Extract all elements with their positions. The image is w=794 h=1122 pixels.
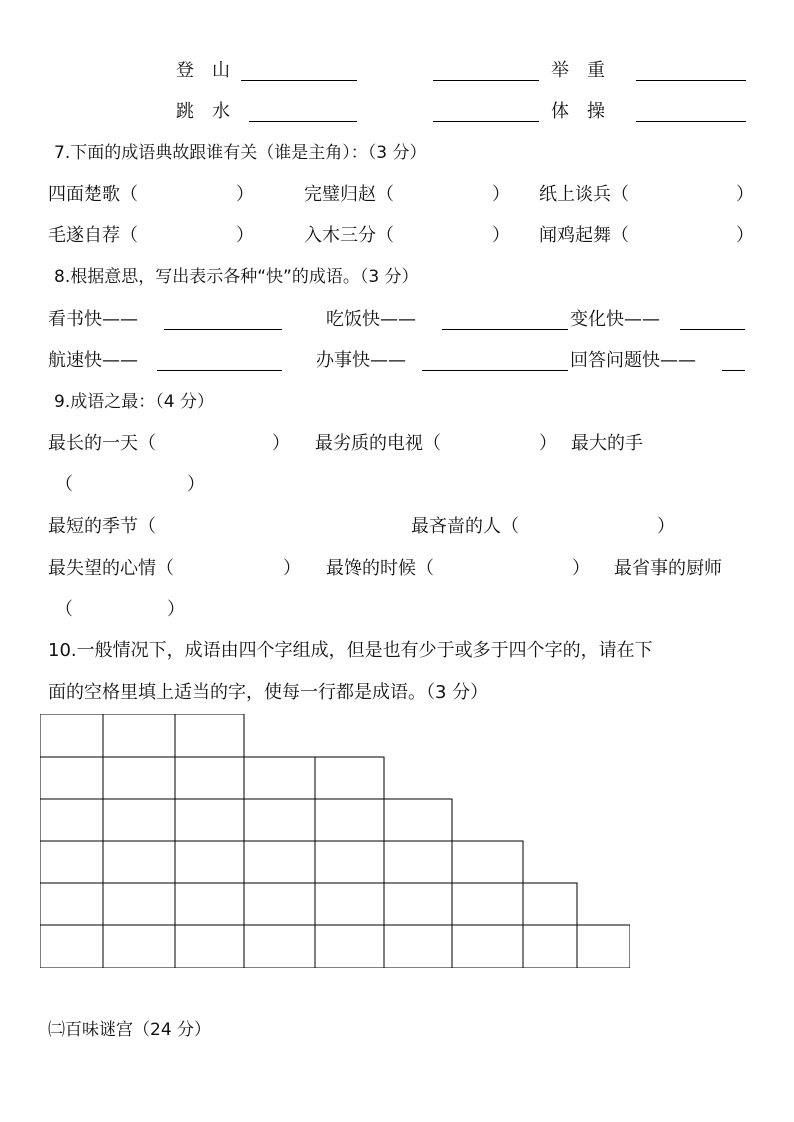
answer-blank[interactable] [241, 80, 357, 81]
q9-item: （ [55, 599, 73, 620]
grid-cell[interactable] [40, 799, 103, 841]
grid-cell[interactable] [103, 799, 175, 841]
q10-line1: 10.一般情况下，成语由四个字组成，但是也有少于或多于四个字的，请在下 [48, 640, 653, 661]
grid-cell[interactable] [315, 799, 384, 841]
grid-cell[interactable] [175, 757, 244, 799]
grid-cell[interactable] [384, 799, 452, 841]
answer-blank[interactable] [164, 329, 282, 330]
q9-close: ） [283, 558, 301, 579]
grid-cell[interactable] [523, 883, 577, 925]
q7-item: 闻鸡起舞（ [539, 225, 629, 246]
word-juzhong: 举 重 [551, 60, 605, 81]
q7-close: ） [236, 184, 254, 205]
q8-item: 变化快—— [570, 309, 660, 330]
q8-item: 看书快—— [48, 309, 138, 330]
q9-item: 最馋的时候（ [326, 558, 434, 579]
q7-title: 7.下面的成语典故跟谁有关（谁是主角）：（3 分） [54, 143, 427, 163]
q8-item: 回答问题快—— [570, 350, 696, 371]
grid-cell[interactable] [244, 757, 315, 799]
grid-cell[interactable] [523, 925, 577, 968]
q9-close: ） [187, 474, 205, 495]
q10-line2: 面的空格里填上适当的字，使每一行都是成语。（3 分） [48, 682, 489, 703]
grid-cell[interactable] [40, 925, 103, 968]
q7-item: 完璧归赵（ [304, 184, 394, 205]
grid-cell[interactable] [175, 883, 244, 925]
grid-cell[interactable] [40, 883, 103, 925]
grid-cell[interactable] [577, 925, 630, 968]
q9-close: ） [657, 516, 675, 537]
grid-cell[interactable] [40, 757, 103, 799]
q9-item: 最吝啬的人（ [411, 516, 519, 537]
grid-cell[interactable] [175, 799, 244, 841]
q9-item: 最失望的心情（ [48, 558, 174, 579]
grid-cell[interactable] [103, 757, 175, 799]
answer-blank[interactable] [442, 329, 568, 330]
grid-cell[interactable] [452, 883, 523, 925]
q7-item: 入木三分（ [304, 225, 394, 246]
section2-title: ㈡百味谜宫（24 分） [48, 1020, 212, 1040]
grid-cell[interactable] [384, 883, 452, 925]
grid-cell[interactable] [103, 925, 175, 968]
q9-item: （ [55, 474, 73, 495]
answer-blank[interactable] [722, 370, 745, 371]
word-tiaoshui: 跳 水 [176, 101, 230, 122]
q9-item: 最劣质的电视（ [315, 433, 441, 454]
q7-item: 四面楚歌（ [48, 184, 138, 205]
grid-cell[interactable] [384, 925, 452, 968]
q9-close: ） [272, 433, 290, 454]
q7-close: ） [236, 225, 254, 246]
word-dengshan: 登 山 [176, 60, 230, 81]
grid-cell[interactable] [103, 883, 175, 925]
grid-cell[interactable] [244, 883, 315, 925]
idiom-grid [40, 714, 630, 968]
q7-close: ） [736, 225, 754, 246]
answer-blank[interactable] [433, 80, 539, 81]
q7-close: ） [736, 184, 754, 205]
grid-cell[interactable] [244, 925, 315, 968]
grid-cell[interactable] [175, 925, 244, 968]
q9-item: 最省事的厨师 [614, 558, 722, 579]
grid-cell[interactable] [175, 841, 244, 883]
grid-cell[interactable] [452, 841, 523, 883]
answer-blank[interactable] [636, 80, 746, 81]
grid-cell[interactable] [103, 714, 175, 757]
grid-cell[interactable] [315, 883, 384, 925]
q7-item: 毛遂自荐（ [48, 225, 138, 246]
answer-blank[interactable] [680, 329, 745, 330]
answer-blank[interactable] [422, 370, 568, 371]
grid-cell[interactable] [103, 841, 175, 883]
q8-item: 吃饭快—— [326, 309, 416, 330]
q8-item: 办事快—— [316, 350, 406, 371]
answer-blank[interactable] [636, 121, 746, 122]
q9-close: ） [167, 599, 185, 620]
q9-close: ） [572, 558, 590, 579]
grid-cell[interactable] [244, 841, 315, 883]
answer-blank[interactable] [433, 121, 539, 122]
grid-cell[interactable] [40, 714, 103, 757]
q7-close: ） [492, 225, 510, 246]
word-ticao: 体 操 [551, 101, 605, 122]
q9-item: 最短的季节（ [48, 516, 156, 537]
answer-blank[interactable] [249, 121, 357, 122]
grid-cell[interactable] [384, 841, 452, 883]
q8-title: 8.根据意思，写出表示各种“快”的成语。（3 分） [54, 267, 419, 287]
answer-blank[interactable] [157, 370, 282, 371]
q7-close: ） [492, 184, 510, 205]
grid-cell[interactable] [40, 841, 103, 883]
grid-cell[interactable] [315, 925, 384, 968]
q8-item: 航速快—— [48, 350, 138, 371]
q9-item: 最大的手 [571, 433, 643, 454]
q9-item: 最长的一天（ [48, 433, 156, 454]
q7-item: 纸上谈兵（ [539, 184, 629, 205]
grid-cell[interactable] [175, 714, 244, 757]
q9-close: ） [539, 433, 557, 454]
grid-cell[interactable] [452, 925, 523, 968]
grid-cell[interactable] [315, 841, 384, 883]
grid-cell[interactable] [315, 757, 384, 799]
q9-title: 9.成语之最：（4 分） [54, 392, 214, 412]
grid-cell[interactable] [244, 799, 315, 841]
